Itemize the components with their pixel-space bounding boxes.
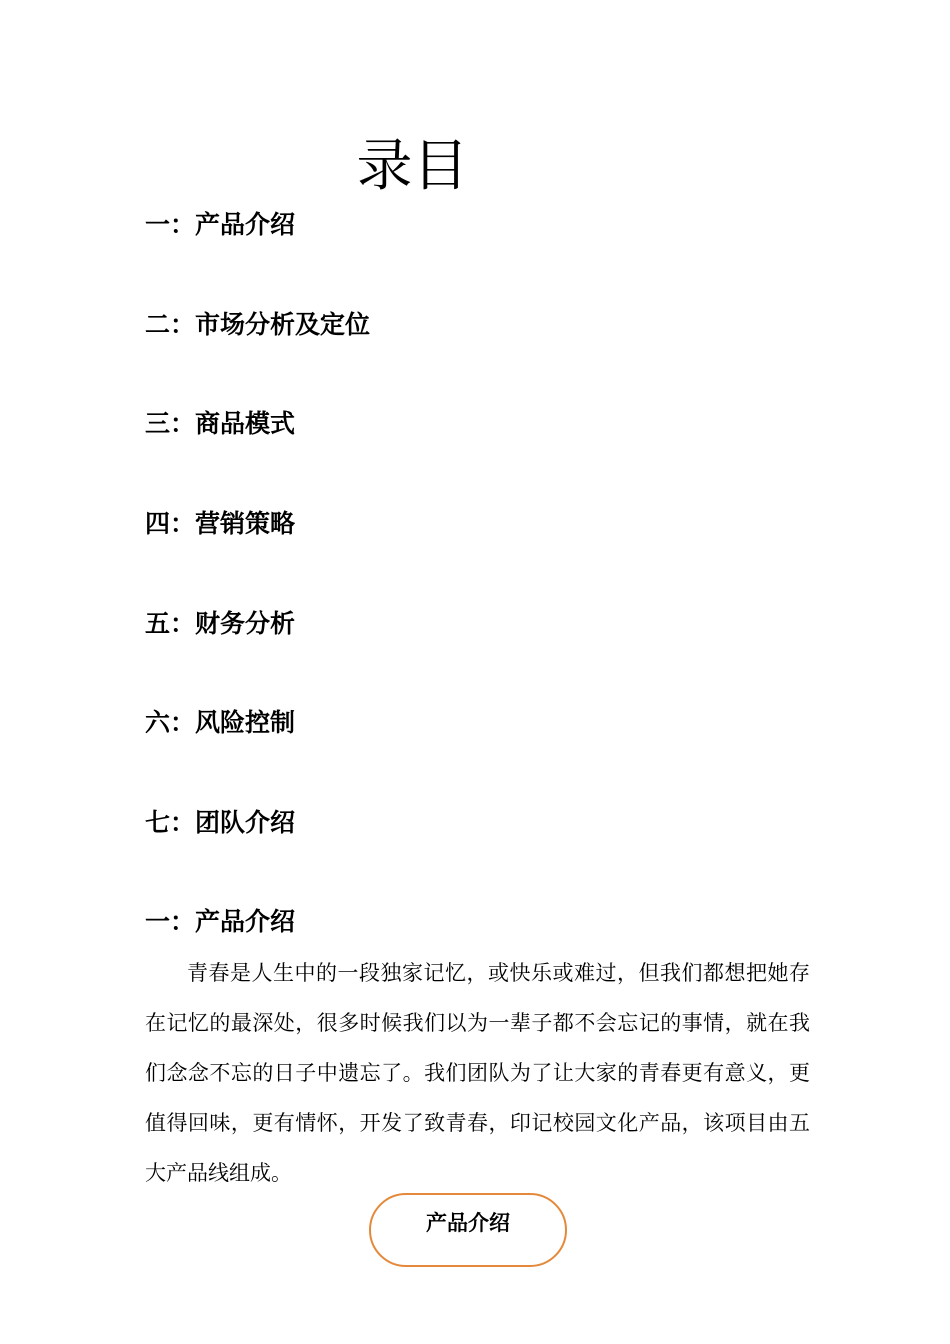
toc-item-3: 三：商品模式 (145, 409, 296, 438)
document-title: 录目 (356, 134, 469, 199)
toc-item-4: 四：营销策略 (145, 509, 296, 538)
product-intro-pill (369, 1193, 567, 1267)
body-paragraph: 青春是人生中的一段独家记忆，或快乐或难过，但我们都想把她存在记忆的最深处，很多时候我们以为一辈子都不会忘记的事情，就在我们念念不忘的日子中遗忘了。我们团队为了让大家的青春更有意义，更值得回味，更有情怀，开发了致青春，印记校园文化产品，该项目由五大产品线组成。 (145, 961, 810, 1185)
toc-item-5: 五：财务分析 (145, 609, 296, 638)
toc-item-2: 二：市场分析及定位 (145, 310, 371, 339)
toc-item-6: 六：风险控制 (145, 708, 296, 737)
section-heading: 一：产品介绍 (145, 907, 296, 936)
pill-label: 产品介绍 (426, 1211, 510, 1235)
toc-item-1: 一：产品介绍 (145, 210, 296, 239)
toc-item-7: 七：团队介绍 (145, 808, 296, 837)
